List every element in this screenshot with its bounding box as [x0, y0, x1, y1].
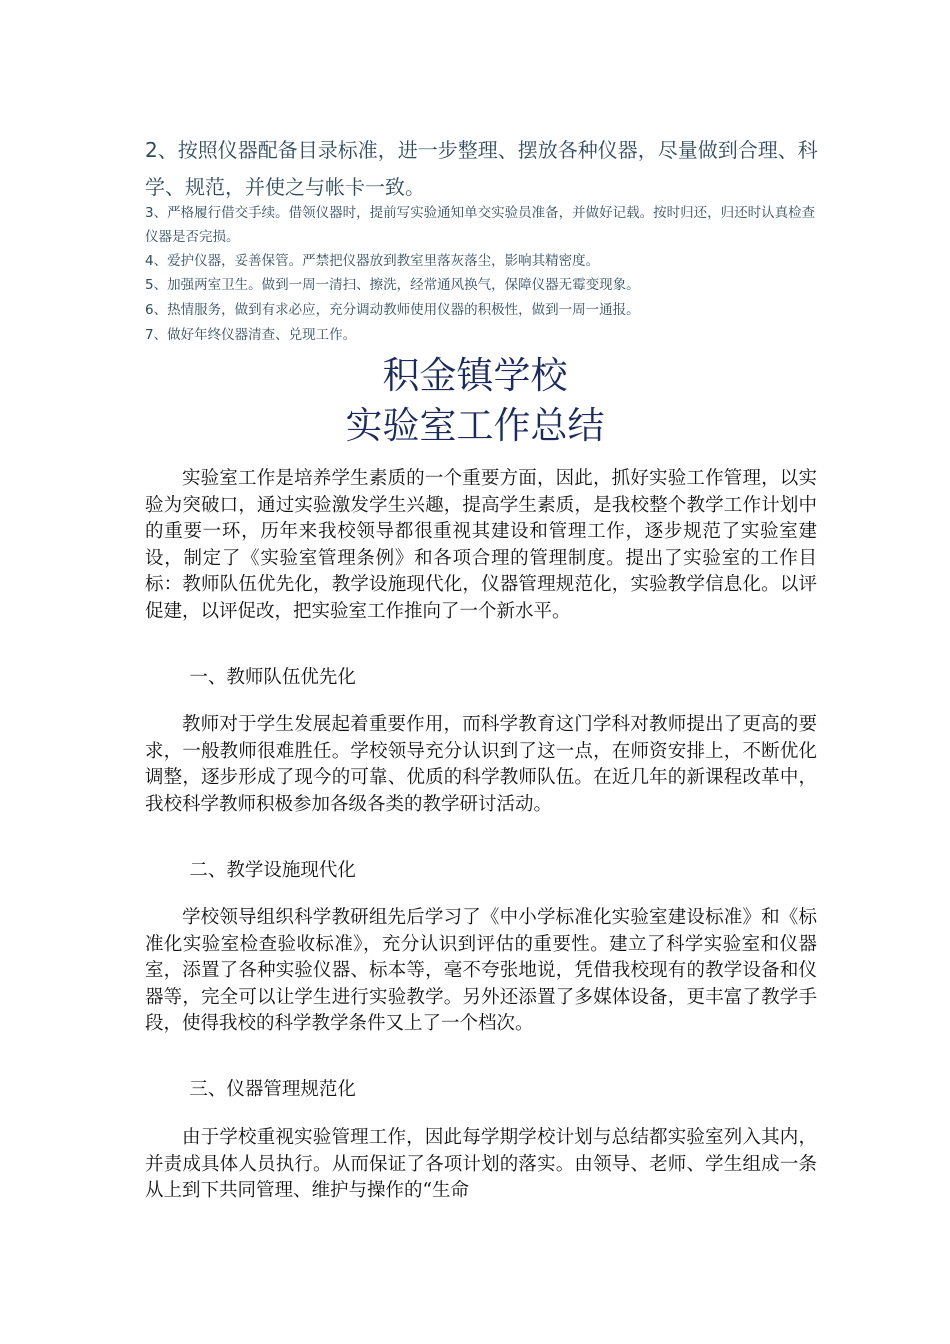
rule-item-4: 4、爱护仪器，妥善保管。严禁把仪器放到教室里落灰落尘，影响其精密度。 [145, 253, 600, 269]
section3-paragraph: 由于学校重视实验管理工作，因此每学期学校计划与总结都实验室列入其内，并责成具体人员执行。从而保证了各项计划的落实。由领导、老师、学生组成一条从上到下共同管理、维护与操作的“生命 [145, 1127, 817, 1201]
rule-item-7: 7、做好年终仪器清查、兑现工作。 [145, 327, 357, 343]
rule-item-6: 6、热情服务，做到有求必应，充分调动教师使用仪器的积极性，做到一周一通报。 [145, 302, 640, 318]
rule-item-2: 2、按照仪器配备目录标准，进一步整理、摆放各种仪器，尽量做到合理、科学、规范，并使之与帐卡一致。 [145, 138, 818, 199]
rule-item-5: 5、加强两室卫生。做到一周一清扫、擦洗，经常通风换气，保障仪器无霉变现象。 [145, 277, 640, 293]
section3-heading: 三、仪器管理规范化 [189, 1079, 356, 1100]
section2-heading: 二、教学设施现代化 [189, 860, 356, 881]
document-title-line1: 积金镇学校 [382, 354, 568, 397]
section1-paragraph: 教师对于学生发展起着重要作用，而科学教育这门学科对教师提出了更高的要求，一般教师很难胜任。学校领导充分认识到了这一点，在师资安排上，不断优化调整，逐步形成了现今的可靠、优质的科学教师队伍。在近几年的新课程改革中，我校科学教师积极参加各级各类的教学研讨活动。 [145, 714, 817, 815]
section1-heading: 一、教师队伍优先化 [189, 667, 356, 688]
rule-item-3: 3、严格履行借交手续。借领仪器时，提前写实验通知单交实验员准备，并做好记载。按时归还，归还时认真检查仪器是否完损。 [145, 205, 816, 245]
document-title-line2: 实验室工作总结 [345, 404, 605, 447]
section2-paragraph: 学校领导组织科学教研组先后学习了《中小学标准化实验室建设标准》和《标准化实验室检查验收标准》，充分认识到评估的重要性。建立了科学实验室和仪器室，添置了各种实验仪器、标本等，毫不夸张地说，凭借我校现有的教学设备和仪器等，完全可以让学生进行实验教学。另外还添置了多媒体设备，更丰富了教学手段，使得我校的科学教学条件又上了一个档次。 [145, 907, 817, 1034]
intro-paragraph: 实验室工作是培养学生素质的一个重要方面，因此，抓好实验工作管理，以实验为突破口，通过实验激发学生兴趣，提高学生素质，是我校整个教学工作计划中的重要一环，历年来我校领导都很重视其建设和管理工作，逐步规范了实验室建设，制定了《实验室管理条例》和各项合理的管理制度。提出了实验室的工作目标：教师队伍优先化，教学设施现代化，仪器管理规范化，实验教学信息化。以评促建，以评促改，把实验室工作推向了一个新水平。 [145, 468, 817, 622]
